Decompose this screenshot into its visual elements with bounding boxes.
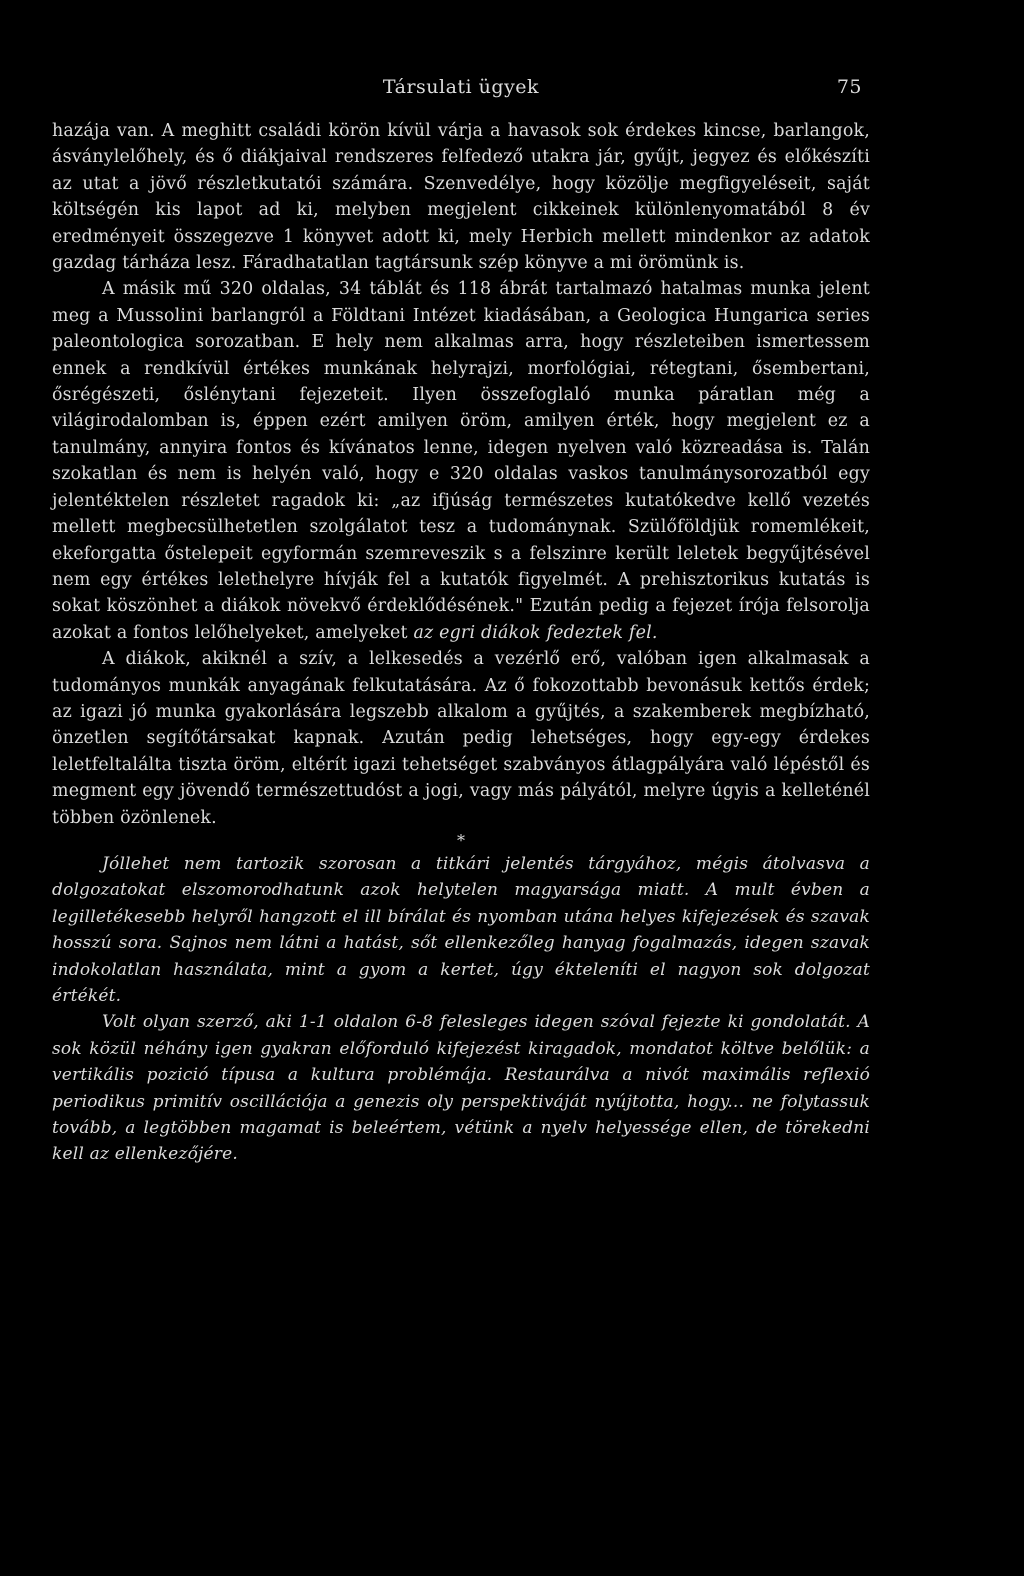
paragraph-2-text: A másik mű 320 oldalas, 34 táblát és 118 ábrát tartalmazó hatalmas munka jelent meg a Mussolini barlangról a Földtani Intézet kiadásában, a Geologica Hungarica series paleontologica sorozatban. E hely nem alkalmas arra, hogy részleteiben ismertessem ennek a rendkívül értékes munkának helyrajzi, morfológiai, rétegtani, ősembertani, ősrégészeti, őslénytani fejezeteit. Ilyen összefoglaló munka páratlan még a világirodalomban is, éppen ezért amilyen öröm, amilyen érték, hogy megjelent ez a tanulmány, annyira fontos és kívánatos lenne, idegen nyelven való közreadása is. Talán szokatlan és nem is helyén való, hogy e 320 oldalas vaskos tanulmánysorozatból egy jelentéktelen részletet ragadok ki: „az ifjúság természetes kutatókedve kellő vezetés mellett megbecsülhetetlen szolgálatot tesz a tudománynak. Szülőföldjük romemlékeit, ekeforgatta őstelepeit egyformán szemreveszik s a felszinre került leletek begyűjtésével nem egy értékes lelethelyre hívják fel a kutatók figyelmét. A prehisztorikus kutatás is sokat köszönhet a diákok növekvő érdeklődésének." Ezután pedig a fejezet írója felsorolja azokat a fontos lelőhelyeket, amelyeket	[52, 279, 870, 643]
paragraph-3: A diákok, akiknél a szív, a lelkesedés a vezérlő erő, valóban igen alkalmasak a tudományos munkák anyagának felkutatására. Az ő fokozottabb bevonásuk kettős érdek; az igazi jó munka gyakorlására legszebb alkalom a gyűjtés, a szakemberek megbízható, önzetlen segítőtársakat kapnak. Azután pedig lehetséges, hogy egy-egy érdekes leletfeltalálta tiszta öröm, eltérít igazi tehetséget szabványos átlagpályára való lépéstől és megment egy jövendő természettudóst a jogi, vagy más pályától, melyre úgyis a kelleténél többen özönlenek.	[52, 649, 870, 828]
paragraph-2-italic: az egri diákok fedeztek fel.	[413, 622, 658, 643]
notes-section	[52, 851, 870, 1168]
section-separator: *	[457, 830, 465, 850]
body-text	[52, 118, 870, 831]
document-page	[52, 70, 870, 1168]
page-number: 75	[836, 76, 862, 98]
running-title: Társulati ügyek	[382, 76, 540, 98]
paragraph-2	[52, 276, 870, 646]
paragraph-1: hazája van. A meghitt családi körön kívül várja a havasok sok érdekes kincse, barlangok, ásványlelőhely, és ő diákjaival rendszeres felfedező utakra jár, gyűjt, jegyez és előkészíti az utat a jövő részletkutatói számára. Szenvedélye, hogy közölje megfigyeléseit, saját költségén kis lapot ad ki, melyben megjelent cikkeinek különlenyomatából 8 év eredményeit összegezve 1 könyvet adott ki, mely Herbich mellett mindenkor az adatok gazdag tárháza lesz. Fáradhatatlan tagtársunk szép könyve a mi örömünk is.	[52, 121, 870, 274]
note-paragraph-1: Jóllehet nem tartozik szorosan a titkári jelentés tárgyához, mégis átolvasva a dolgozatokat elszomorodhatunk azok helytelen magyarsága miatt. A mult évben a legilletékesebb helyről hangzott el ill bírálat és nyomban utána helyes kifejezések és szavak hosszú sora. Sajnos nem látni a hatást, sőt ellenkezőleg hanyag fogalmazás, idegen szavak indokolatlan használata, mint a gyom a kertet, úgy ékteleníti el nagyon sok dolgozat értékét.	[52, 853, 870, 1006]
running-header	[52, 70, 870, 106]
note-paragraph-2: Volt olyan szerző, aki 1-1 oldalon 6-8 felesleges idegen szóval fejezte ki gondolatát. A sok közül néhány igen gyakran előforduló kifejezést kiragadok, mondatot költve belőlük: a vertikális pozició típusa a kultura problémája. Restaurálva a nivót maximális reflexió periodikus primitív oscillációja a genezis oly perspektiváját nyújtotta, hogy... ne folytassuk tovább, a legtöbben magamat is beleértem, vétünk a nyelv helyessége ellen, de törekedni kell az ellenkezőjére.	[52, 1012, 870, 1165]
